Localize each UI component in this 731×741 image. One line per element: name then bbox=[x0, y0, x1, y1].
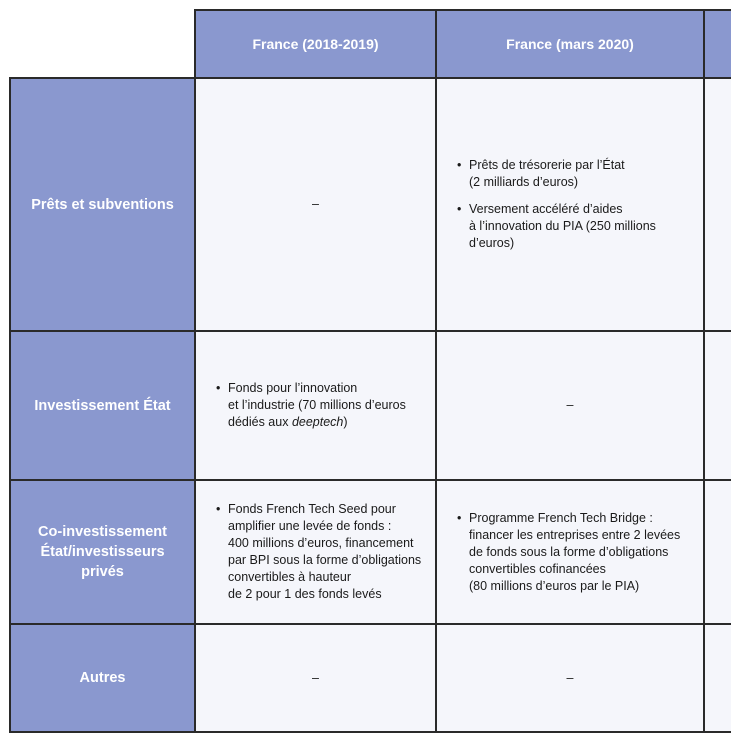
column-header-clipped bbox=[704, 10, 731, 78]
bullet-list bbox=[196, 380, 435, 431]
column-header-2018-2019: France (2018-2019) bbox=[195, 10, 436, 78]
list-item: • Programme French Tech Bridge : financer les entreprises entre 2 levées de fonds sous la forme d’obligations convertibles cofinancées (80 millions d’euros par le PIA) bbox=[457, 510, 691, 595]
table-row bbox=[10, 480, 731, 624]
table-row bbox=[10, 331, 731, 480]
row-header-prets-subventions: Prêts et subventions bbox=[10, 78, 195, 331]
header-row bbox=[10, 10, 731, 78]
table-row bbox=[10, 624, 731, 732]
bullet-list bbox=[437, 157, 703, 252]
cell-empty-dash: – bbox=[195, 78, 436, 331]
cell-clipped bbox=[704, 331, 731, 480]
cell-empty-dash: – bbox=[195, 624, 436, 732]
bullet-list bbox=[437, 510, 703, 595]
row-header-autres: Autres bbox=[10, 624, 195, 732]
list-item: • Versement accéléré d’aides à l’innovation du PIA (250 millions d’euros) bbox=[457, 201, 691, 252]
column-header-mars-2020: France (mars 2020) bbox=[436, 10, 704, 78]
row-header-co-investissement: Co-investissement État/investisseurs privés bbox=[10, 480, 195, 624]
list-item: • Fonds pour l’innovation et l’industrie (70 millions d’euros dédiés aux deeptech) bbox=[216, 380, 423, 431]
row-header-investissement-etat: Investissement État bbox=[10, 331, 195, 480]
cell-empty-dash: – bbox=[436, 624, 704, 732]
list-item: • Prêts de trésorerie par l’État (2 milliards d’euros) bbox=[457, 157, 691, 191]
corner-cell bbox=[10, 10, 195, 78]
comparison-table bbox=[9, 9, 731, 733]
cell-clipped bbox=[704, 78, 731, 331]
cell-bullets bbox=[436, 480, 704, 624]
bullet-list bbox=[196, 501, 435, 603]
cell-clipped bbox=[704, 624, 731, 732]
cell-empty-dash: – bbox=[436, 331, 704, 480]
table-row bbox=[10, 78, 731, 331]
cell-bullets bbox=[195, 480, 436, 624]
list-item: • Fonds French Tech Seed pour amplifier une levée de fonds : 400 millions d’euros, financement par BPI sous la forme d’obligations convertibles à hauteur de 2 pour 1 des fonds levés bbox=[216, 501, 423, 603]
cell-bullets bbox=[436, 78, 704, 331]
cell-clipped bbox=[704, 480, 731, 624]
cell-bullets bbox=[195, 331, 436, 480]
